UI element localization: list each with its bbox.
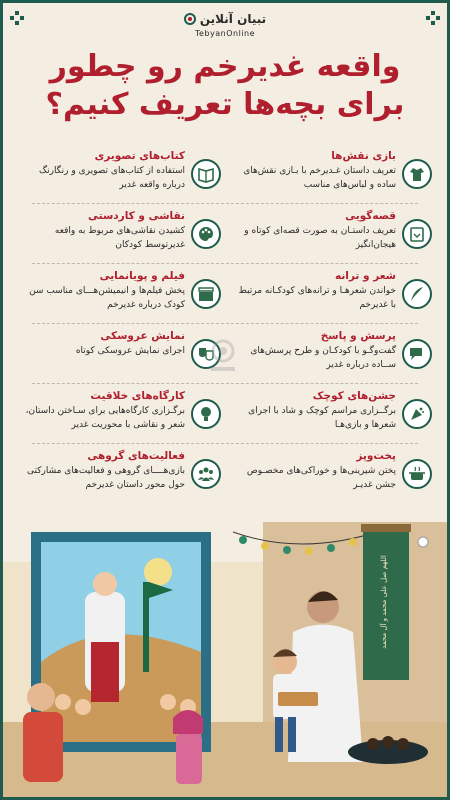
book-icon bbox=[191, 159, 221, 189]
tip-heading: کتاب‌های تصویری bbox=[94, 150, 185, 162]
tip-body: خواندن شعرهـا و ترانه‌های کودکـانه مرتبط با غدیرخم bbox=[238, 286, 396, 310]
banner-text: اللهم صل علی محمد و آل محمد bbox=[380, 555, 388, 649]
page-title bbox=[0, 48, 450, 124]
quill-icon bbox=[402, 279, 432, 309]
brand-name-fa: تبیان آنلاین bbox=[199, 12, 267, 26]
tip-item bbox=[14, 325, 225, 385]
tip-item bbox=[225, 325, 436, 385]
tip-body: تعریف داستان غـدیرخم با بـازی نقش‌های ساده و لباس‌های مناسب bbox=[243, 166, 396, 190]
group-icon bbox=[191, 459, 221, 489]
storybook-icon bbox=[402, 219, 432, 249]
tip-body: گفت‌وگـو با کودکـان و طرح پرسش‌های ســاده درباره غدیر bbox=[250, 346, 396, 370]
costume-icon bbox=[402, 159, 432, 189]
tip-body: کشیدن نقاشی‌های مربوط به واقعه غدیرتوسط کودکان bbox=[54, 226, 185, 250]
tip-heading: فعالیت‌های گروهی bbox=[87, 450, 185, 462]
tip-item bbox=[14, 205, 225, 265]
brand-name-en: TebyanOnline bbox=[194, 29, 256, 38]
tip-item bbox=[14, 145, 225, 205]
tips-list bbox=[14, 145, 436, 505]
tip-heading: شعر و ترانه bbox=[334, 270, 396, 282]
tip-row bbox=[14, 205, 436, 265]
tip-row bbox=[14, 445, 436, 505]
tip-heading: قصه‌گویی bbox=[345, 210, 396, 222]
chat-icon bbox=[402, 339, 432, 369]
tip-heading: نقاشی و کاردستی bbox=[88, 210, 185, 222]
tip-item bbox=[225, 385, 436, 445]
tip-row bbox=[14, 145, 436, 205]
tip-body: استفاده از کتاب‌های تصویری و رنگارنگ درباره واقعه غدیر bbox=[39, 166, 185, 190]
tebyan-logo-icon bbox=[184, 13, 196, 25]
tip-item bbox=[14, 385, 225, 445]
tip-body: بازی‌هــــای گروهی و فعالیت‌های مشارکتی حول محور داستان غدیرخم bbox=[26, 466, 185, 490]
tip-item bbox=[225, 445, 436, 505]
tip-body: پختن شیرینی‌ها و خوراکی‌های مخصـوص جشن غدیـر bbox=[246, 466, 396, 490]
party-icon bbox=[402, 399, 432, 429]
tip-item bbox=[14, 265, 225, 325]
tip-body: برگــزاری مراسم کوچک و شاد با اجرای شعرها و بازی‌هـا bbox=[248, 406, 396, 430]
watermark-logo-icon bbox=[203, 335, 243, 375]
tip-heading: بازی نقش‌ها bbox=[331, 150, 396, 162]
tip-item bbox=[14, 445, 225, 505]
tip-item bbox=[225, 205, 436, 265]
lightbulb-icon bbox=[191, 399, 221, 429]
tip-heading: فیلم و پویانمایی bbox=[99, 270, 185, 282]
tip-heading: کارگاه‌های خلاقیت bbox=[90, 390, 185, 402]
tip-heading: پرسش و پاسخ bbox=[320, 330, 396, 342]
tip-item bbox=[225, 145, 436, 205]
palette-icon bbox=[191, 219, 221, 249]
tip-item bbox=[225, 265, 436, 325]
tip-row bbox=[14, 265, 436, 325]
tip-heading: جشن‌های کوچک bbox=[312, 390, 396, 402]
tip-body: برگـزاری کارگاه‌هایی برای سـاختن داستان، شعر و نقاشی با محوریت غدیر bbox=[25, 406, 185, 430]
title-line-2: برای بچه‌ها تعریف کنیم؟ bbox=[45, 87, 405, 122]
clapperboard-icon bbox=[191, 279, 221, 309]
tip-row bbox=[14, 385, 436, 445]
tip-heading: پخت‌وپز bbox=[356, 450, 396, 462]
cooking-pot-icon bbox=[402, 459, 432, 489]
illustration-scene bbox=[3, 502, 447, 797]
title-line-1: واقعه غدیرخم رو چطور bbox=[49, 49, 401, 84]
girl-figure bbox=[173, 710, 203, 784]
green-banner bbox=[361, 524, 411, 680]
brand-logo bbox=[0, 10, 450, 38]
tip-body: تعریف داستـان به صورت قصه‌ای کوتاه و هیجان‌انگیز bbox=[244, 226, 396, 250]
tip-body: اجرای نمایش عروسکی کوتاه bbox=[75, 346, 185, 356]
tip-heading: نمایش عروسکی bbox=[100, 330, 185, 342]
tip-body: پخش فیلم‌ها و انیمیشن‌هـــای مناسب سن کودک درباره غدیرخم bbox=[29, 286, 185, 310]
